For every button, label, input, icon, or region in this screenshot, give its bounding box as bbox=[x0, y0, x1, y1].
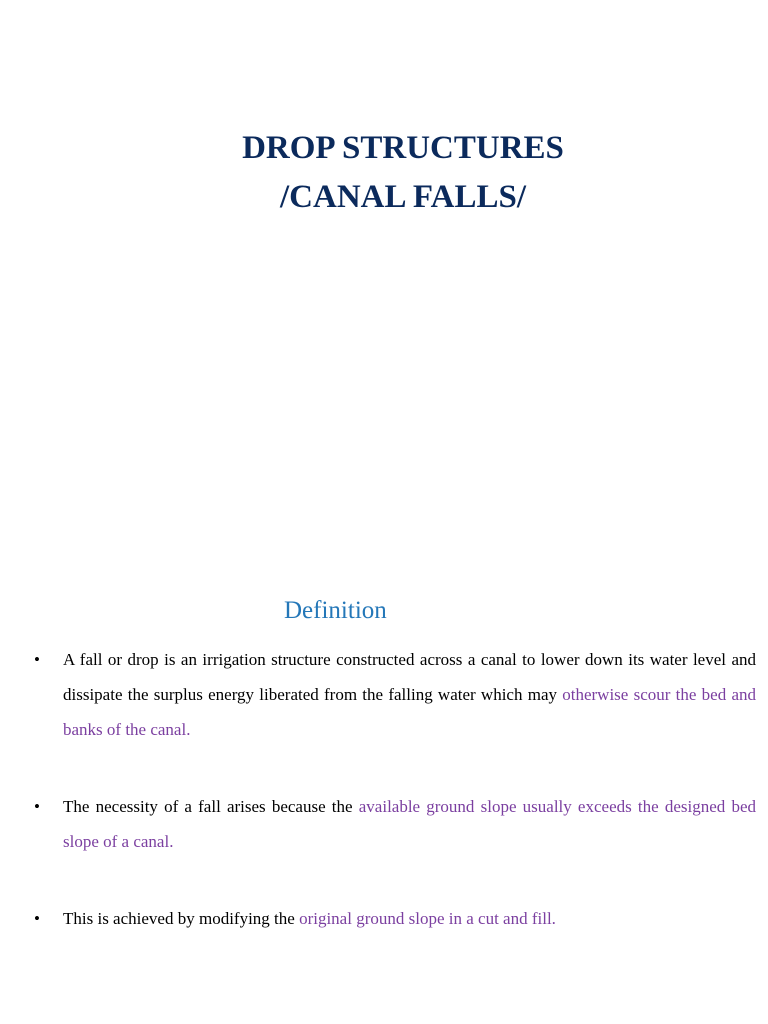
bullet-highlight-text: original ground slope in a cut and fill bbox=[299, 909, 552, 928]
section-heading: Definition bbox=[284, 597, 387, 624]
bullet-trailing-text: . bbox=[169, 832, 174, 851]
bullet-highlight-text: otherwise scour the bed and banks of the canal bbox=[63, 685, 757, 739]
bullet-trailing-text: . bbox=[186, 720, 191, 739]
bullet-trailing-text: . bbox=[551, 909, 556, 928]
bullet-highlight-text: available ground slope usually exceeds the designed bed slope of a canal bbox=[63, 797, 756, 851]
title-line-2: /CANAL FALLS/ bbox=[279, 179, 527, 215]
title-line-1: DROP STRUCTURES bbox=[242, 130, 564, 166]
bullet-plain-text: The necessity of a fall arises because the bbox=[63, 797, 359, 816]
bullet-plain-text: A fall or drop is an irrigation structure constructed across a canal to lower down its water level and dissipate the surplus energy liberated from the falling water which may bbox=[63, 650, 756, 704]
bullet-text bbox=[63, 642, 756, 747]
bullet-text bbox=[63, 901, 756, 936]
page-title bbox=[0, 124, 768, 222]
bullet-marker: • bbox=[34, 797, 40, 816]
bullet-marker: • bbox=[34, 909, 40, 928]
bullet-text bbox=[63, 789, 756, 859]
bullet-plain-text: This is achieved by modifying the bbox=[63, 909, 300, 928]
bullet-marker: • bbox=[34, 650, 40, 669]
